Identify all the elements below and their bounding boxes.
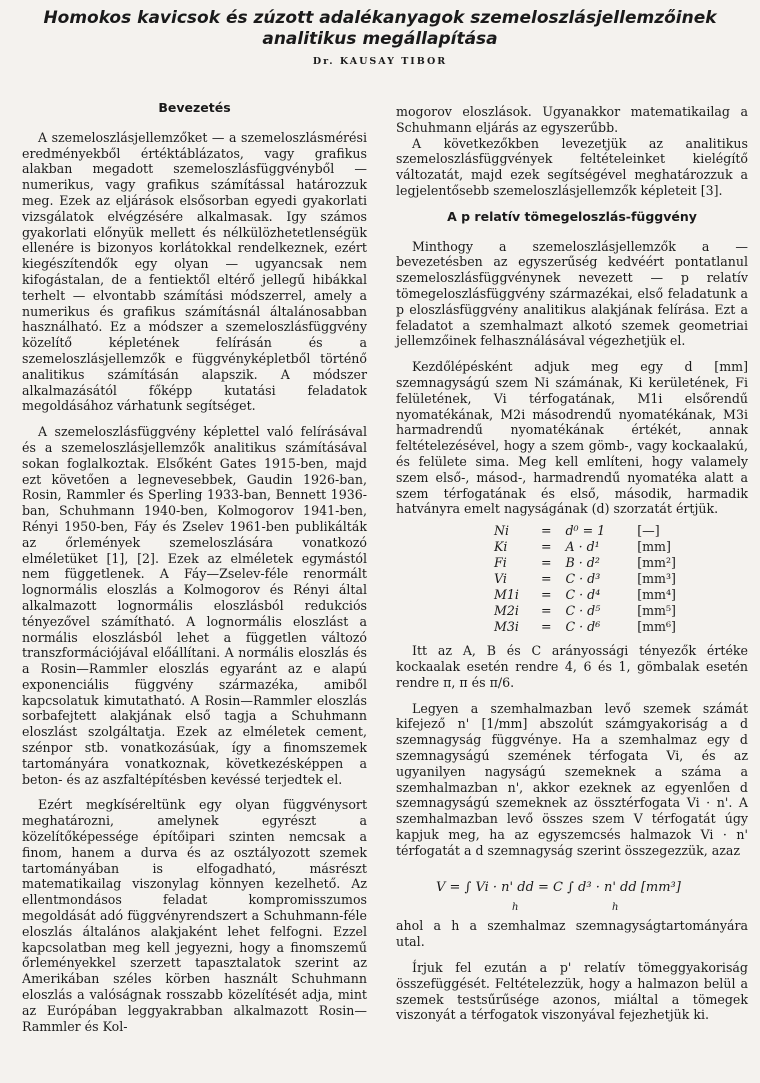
formula-row (494, 523, 684, 539)
title-line-1: Homokos kavicsok és zúzott adalékanyagok szemeloszlásjellemzőinek (43, 8, 717, 28)
formula-equals: = (540, 523, 552, 539)
formula-rhs: d⁰ = 1 (565, 523, 606, 539)
formula-row (494, 603, 684, 619)
integral-limit: h (612, 902, 619, 914)
author: Dr. KAUSAY TIBOR (312, 56, 448, 67)
formula-lhs: Fi (494, 555, 507, 571)
integral-equation (436, 864, 748, 912)
formula-table (494, 523, 684, 635)
formula-rhs: A · d¹ (565, 539, 600, 555)
formula-lhs: Ki (494, 539, 508, 555)
left-column (22, 100, 367, 1034)
formula-row (494, 587, 684, 603)
formula-unit: [mm⁶] (637, 619, 676, 635)
formula-lhs: M3i (494, 619, 519, 635)
formula-equals: = (540, 619, 552, 635)
formula-row (494, 539, 684, 555)
section-heading-introduction: Bevezetés (158, 100, 231, 115)
paragraph: Kezdőlépésként adjuk meg egy d [mm] szemnagyságú szem Ni számának, Ki kerületének, Fi felületének, Vi térfogatának, M1i elsőrendű nyomatékának, M2i másodrendű nyomatékának, M3i harmadrendű nyomatékának értékét, annak feltételezésével, hogy a szem gömb-, vagy kockaalakú, és felülete sima. Meg kell említeni, hogy valamely szem első-, másod-, harmadrendű nyomatéka alatt a szem térfogatának és első, második, harmadik hatványra emelt nagyságának (d) szorzatát értjük. (396, 359, 748, 517)
formula-row (494, 555, 684, 571)
formula-unit: [mm²] (637, 555, 676, 571)
paragraph: Itt az A, B és C arányossági tényezők értéke kockaalak esetén rendre 4, 6 és 1, gömbalak esetén rendre π, π és π/6. (396, 643, 748, 690)
formula-unit: [mm⁵] (637, 603, 676, 619)
paragraph: Minthogy a szemeloszlásjellemzők a — bevezetésben az egyszerűség kedvéért pontatlanul szemeloszlásfüggvénynek nevezett — p relatív tömegeloszlásfüggvény származékai, első feladatunk a p eloszlásfüggvény analitikus alakjának felírása. Ezt a feladatot a szemhalmazt alkotó szemek geometriai jellemzőinek felhasználásával végezhetjük el. (396, 238, 748, 349)
formula-rhs: C · d⁵ (565, 603, 601, 619)
formula-row (494, 619, 684, 635)
paragraph: Ezért megkíséreltünk egy olyan függvénysort meghatározni, amelynek egyrészt a közelítőképessége építőipari szinten nemcsak a finom, hanem a durva és az osztályozott szemek tartományában is elfogadható, másrészt matematikailag viszonylag könnyen kezelhető. Az ellentmondásos feladat kompromisszumos megoldását adó függvényrendszert a Schuhmann-féle eloszlás általános alakjaként lehet felfogni. Ezzel kapcsolatban meg kell jegyezni, hogy a finomszemű őrleményekkel szerzett tapasztalatok szerint az Amerikában széles körben használt Schuhmann eloszlás a valóságnak rosszabb közelítését adja, mint az Európában leggyakrabban alkalmazott Rosin—Rammler és Kol- (22, 797, 367, 1034)
formula-rhs: C · d⁶ (565, 619, 601, 635)
formula-rhs: B · d² (565, 555, 600, 571)
integral-limit: h (512, 902, 519, 914)
formula-equals: = (540, 603, 552, 619)
title-line-2: analitikus megállapítása (262, 29, 498, 49)
formula-equals: = (540, 571, 552, 587)
paper-title (0, 8, 760, 50)
formula-unit: [mm⁴] (637, 587, 676, 603)
formula-unit: [—] (637, 523, 660, 539)
formula-unit: [mm³] (637, 571, 676, 587)
section-heading-distribution: A p relatív tömegeloszlás-függvény (447, 208, 697, 224)
right-column (396, 104, 748, 1023)
paragraph: A szemeloszlásjellemzőket — a szemeloszlásmérési eredményekből értéktáblázatos, vagy grafikus alakban megadott szemeloszlásfüggvényből — numerikus, vagy grafikus számítással határozzuk meg. Ezek az eljárások elsősorban egyedi gyakorlati vizsgálatok elvégzésére alkalmasak. Igy számos gyakorlati előnyük mellett és nélkülözhetetlenségük ellenére is bizonyos korlátokkal rendelkeznek, ezért kiegészítendők egy olyan — ugyancsak nem kifogástalan, de a fentiektől eltérő jellegű hibákkal terhelt — elvontabb számítási módszerrel, amely a numerikus és grafikus számításnál általánosabban használható. Ez a módszer a szemeloszlásfüggvény közelítő képletének felírásán és a szemeloszlásjellemzők e függvényképletből történő analitikus számításán alapszik. A módszer alkalmazásától főképp kutatási feladatok megoldásához várhatunk segítséget. (22, 129, 367, 414)
formula-equals: = (540, 555, 552, 571)
paragraph: A következőkben levezetjük az analitikus szemeloszlásfüggvények feltételeinket kielégítő változatát, majd ezek segítségével meghatározzuk a legjelentősebb szemeloszlásjellemzők képleteit [3]. (396, 135, 748, 198)
formula-lhs: M2i (494, 603, 519, 619)
formula-rhs: C · d⁴ (565, 587, 601, 603)
formula-lhs: Ni (494, 523, 510, 539)
formula-unit: [mm] (637, 539, 671, 555)
paragraph: Írjuk fel ezután a p' relatív tömeggyakoriság összefüggését. Feltételezzük, hogy a halmazon belül a szemek testsűrűsége azonos, miáltal a tömegek viszonyát a térfogatok viszonyával fejezhetjük ki. (396, 960, 748, 1023)
formula-lhs: Vi (494, 571, 507, 587)
formula-equals: = (540, 539, 552, 555)
paragraph: mogorov eloszlások. Ugyanakkor matematikailag a Schuhmann eljárás az egyszerűbb. (396, 104, 748, 135)
paragraph: A szemeloszlásfüggvény képlettel való felírásával és a szemeloszlásjellemzők analitikus számításával sokan foglalkoztak. Elsőként Gates 1915-ben, majd ezt követően a legnevesebbek, Gaudin 1926-ban, Rosin, Rammler és Sperling 1933-ban, Bennett 1936-ban, Schuhmann 1940-ben, Kolmogorov 1941-ben, Rényi 1950-ben, Fáy és Zselev 1961-ben publikálták az őrlemények szemeloszlására vonatkozó elméletüket [1], [2]. Ezek az elméletek egymástól nem függetlenek. A Fáy—Zselev-féle renormált lognormális eloszlás a Kolmogorov és Rényi által alkalmazott lognormális eloszlásból redukciós tényezővel számítható. A lognormális eloszlást a normális eloszlásból lehet a független változó transzformációjával előállítani. A normális eloszlás és a Rosin—Rammler eloszlás egyaránt az e alapú exponenciális függvény származéka, amiből kapcsolatuk kimutatható. A Rosin—Rammler eloszlás sorbafejtett alakjának első tagja a Schuhmann eloszlást szolgáltatja. Ezek az elméletek cement, szénpor stb. vonatkozásúak, így a finomszemek tartományára vonatkoznak, következésképpen a beton- és az aszfaltépítésben kevéssé terjedtek el. (22, 424, 367, 787)
paragraph: Legyen a szemhalmazban levő szemek számát kifejező n' [1/mm] abszolút számgyakoriság a d szemnagyság függvénye. Ha a szemhalmaz egy d szemnagyságú szemének térfogata Vi, és az ugyanilyen nagyságú szemeknek a száma a szemhalmazban n', akkor ezeknek az egyenlően d szemnagyságú szemeknek az össztérfogata Vi · n'. A szemhalmazban levő összes szem V térfogatát úgy kapjuk meg, ha az egyszemcsés halmazok Vi · n' térfogatát a d szemnagyság szerint összegezzük, azaz (396, 700, 748, 858)
formula-row (494, 571, 684, 587)
paragraph: ahol a h a szemhalmaz szemnagyságtartományára utal. (396, 918, 748, 950)
integral-expression: V = ∫ Vi · n' dd = C ∫ d³ · n' dd [mm³] (436, 880, 681, 896)
formula-equals: = (540, 587, 552, 603)
formula-rhs: C · d³ (565, 571, 601, 587)
formula-lhs: M1i (494, 587, 519, 603)
